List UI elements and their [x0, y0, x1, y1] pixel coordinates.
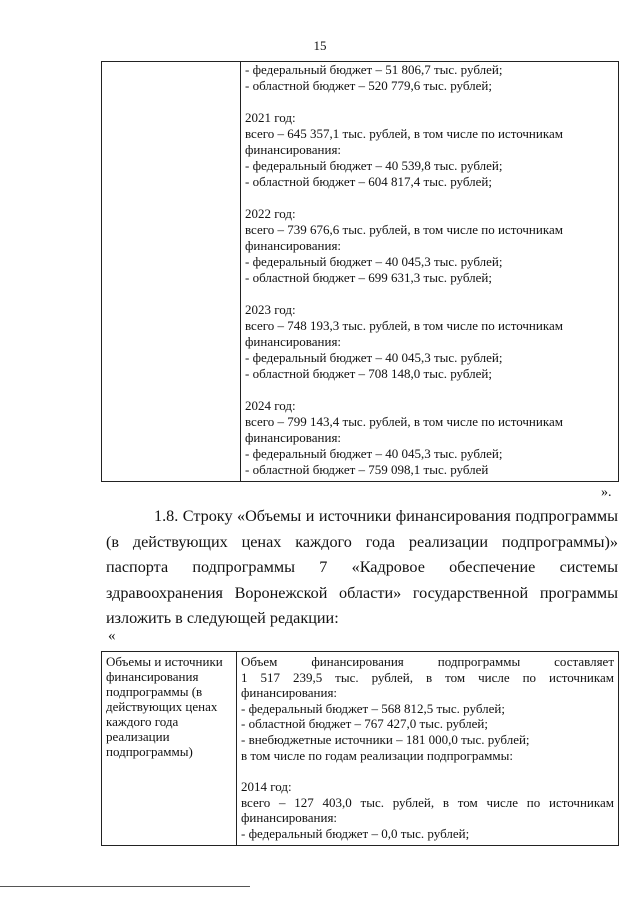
table-line-gap [245, 190, 614, 206]
footnote-divider [0, 886, 250, 887]
table-label-cell: Объемы и источники финансирования подпрограммы (в действующих ценах каждого года реализации подпрограммы) [102, 652, 237, 846]
table-line: - областной бюджет – 767 427,0 тыс. рублей; [241, 716, 488, 732]
table-line: 1 517 239,5 тыс. рублей, в том числе по источникам [241, 669, 614, 685]
table-line: 2014 год: [241, 779, 292, 795]
table-line: финансирования: [245, 238, 342, 253]
table-line-gap [245, 286, 614, 302]
table-line: всего – 645 357,1 тыс. рублей, в том числе по источникам [245, 126, 563, 141]
table-line: в том числе по годам реализации подпрограммы: [241, 747, 513, 763]
table-line: всего – 748 193,3 тыс. рублей, в том числе по источникам [245, 318, 563, 333]
page-number: 15 [313, 38, 327, 53]
table-value-cell [237, 652, 619, 846]
table-line: всего – 739 676,6 тыс. рублей, в том числе по источникам [245, 222, 563, 237]
paragraph-text: 1.8. Строку «Объемы и источники финансирования подпрограммы (в действующих ценах каждого года реализации подпрограммы)» паспорта подпрограммы 7 «Кадровое обеспечение системы здравоохранения Воронежской области» государственной программы изложить в следующей редакции: [106, 507, 618, 628]
closing-quote-mark: ». [601, 485, 612, 500]
table-line-gap [245, 382, 614, 398]
table-line: финансирования: [241, 685, 338, 701]
table-line: - внебюджетные источники – 181 000,0 тыс. рублей; [241, 731, 530, 747]
table-line: - областной бюджет – 520 779,6 тыс. рублей; [245, 78, 492, 93]
table-label-cell-empty [102, 62, 241, 482]
table-line: - областной бюджет – 604 817,4 тыс. рублей; [245, 174, 492, 189]
table-line: - федеральный бюджет – 568 812,5 тыс. рублей; [241, 700, 505, 716]
table-line: - федеральный бюджет – 40 045,3 тыс. рублей; [245, 254, 503, 269]
table-line: Объем финансирования подпрограммы составляет [241, 654, 614, 669]
table-line: 2021 год: [245, 110, 296, 125]
table-line-gap [245, 94, 614, 110]
table-value-cell [241, 62, 619, 482]
table-line-gap [241, 763, 614, 779]
table-line: 2023 год: [245, 302, 296, 317]
table-line: - федеральный бюджет – 40 045,3 тыс. рублей; [245, 446, 503, 461]
table-line: 2024 год: [245, 398, 296, 413]
funding-table-new [101, 651, 619, 846]
table-line: - федеральный бюджет – 0,0 тыс. рублей; [241, 825, 470, 841]
table-line: всего – 799 143,4 тыс. рублей, в том числе по источникам [245, 414, 563, 429]
table-line: - федеральный бюджет – 40 045,3 тыс. рублей; [245, 350, 503, 365]
table-line: - областной бюджет – 699 631,3 тыс. рублей; [245, 270, 492, 285]
funding-table-continued [101, 61, 619, 482]
table-line: финансирования: [241, 810, 338, 826]
table-line: - федеральный бюджет – 51 806,7 тыс. рублей; [245, 62, 503, 77]
table-line: финансирования: [245, 142, 342, 157]
table-line: финансирования: [245, 334, 342, 349]
table-line: - федеральный бюджет – 40 539,8 тыс. рублей; [245, 158, 503, 173]
opening-quote-mark: « [108, 628, 116, 644]
amendment-paragraph [106, 504, 618, 632]
table-line: - областной бюджет – 708 148,0 тыс. рублей; [245, 366, 492, 381]
table-line: финансирования: [245, 430, 342, 445]
table-line: всего – 127 403,0 тыс. рублей, в том числе по источникам [241, 794, 614, 810]
table-line: - областной бюджет – 759 098,1 тыс. рублей [245, 462, 489, 477]
table-line: 2022 год: [245, 206, 296, 221]
